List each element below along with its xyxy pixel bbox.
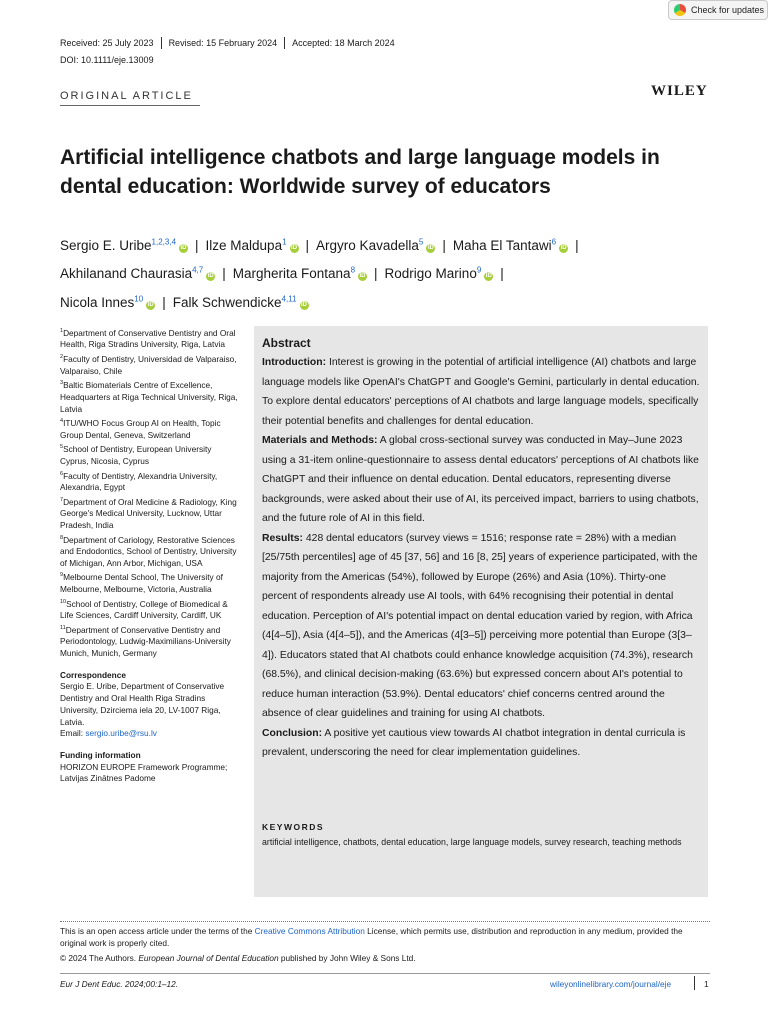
affiliation-item — [60, 570, 240, 595]
article-title: Artificial intelligence chatbots and large language models in dental education: Worldwide survey of educators — [60, 146, 660, 198]
affiliation-text: Baltic Biomaterials Centre of Excellence, Headquarters at Riga Technical University, Riga, Latvia — [60, 380, 238, 414]
orcid-icon[interactable]: iD — [291, 244, 298, 251]
abstract-section-text: A positive yet cautious view towards AI chatbot integration in dental curricula is prevalent, underscoring the need for clear implementation guidelines. — [262, 727, 686, 758]
abstract-heading: Abstract — [262, 336, 311, 350]
keywords-list: artificial intelligence, chatbots, dental education, large language models, survey research, teaching methods — [262, 837, 682, 847]
orcid-icon[interactable]: iD — [485, 273, 492, 279]
abstract-sections — [262, 353, 700, 763]
funding-heading: Funding information — [60, 749, 141, 760]
abstract-body — [262, 333, 700, 763]
received-date: Received: 25 July 2023 — [60, 38, 154, 48]
publication-dates — [60, 37, 402, 49]
affiliation-item — [60, 416, 240, 441]
author-name: Maha El Tantawi — [452, 237, 552, 253]
affiliation-number: 9 — [60, 572, 64, 579]
author-name: Rodrigo Marino — [384, 266, 477, 281]
copyright-prefix: © 2024 The Authors. — [60, 953, 139, 963]
affiliation-text: Faculty of Dentistry, Universidad de Valparaiso, Valparaiso, Chile — [60, 353, 237, 376]
author-list — [60, 229, 730, 315]
affiliation-text: School of Dentistry, College of Biomedical & Life Sciences, Cardiff University, Cardiff, UK — [60, 598, 228, 621]
author-separator: | — [374, 266, 378, 281]
affiliation-item — [60, 533, 240, 570]
footer-divider — [60, 921, 710, 922]
creative-commons-link[interactable]: Creative Commons Attribution — [254, 926, 365, 936]
affiliation-number: 8 — [60, 534, 64, 541]
publisher-logo: WILEY — [651, 83, 708, 99]
author-name: Sergio E. Uribe — [60, 237, 152, 253]
author[interactable] — [233, 266, 367, 281]
oa-suffix: License, which permits use, distribution and reproduction in any medium, provided the original work is properly cited. — [60, 926, 683, 948]
author-affiliation-number[interactable]: 6 — [551, 237, 557, 246]
author-separator: | — [162, 294, 166, 310]
citation: Eur J Dent Educ. 2024;00:1–12. — [60, 979, 179, 989]
affiliation-item — [60, 352, 240, 377]
affiliation-number: 11 — [60, 624, 66, 631]
abstract-section — [262, 353, 700, 431]
affiliation-text: Department of Oral Medicine & Radiology, King George's Medical University, Lucknow, Uttar Pradesh, India — [60, 496, 237, 530]
copyright-suffix: published by John Wiley & Sons Ltd. — [278, 953, 416, 963]
author-separator: | — [305, 237, 310, 253]
affiliation-number: 1 — [60, 328, 64, 334]
author-separator: | — [222, 266, 226, 281]
author-name: Falk Schwendicke — [172, 294, 282, 310]
oa-prefix: This is an open access article under the terms of the — [60, 926, 255, 936]
author-separator: | — [575, 237, 579, 253]
affiliation-number: 2 — [60, 354, 64, 361]
affiliation-item — [60, 326, 240, 351]
revised-date: Revised: 15 February 2024 — [161, 37, 285, 49]
author[interactable] — [316, 238, 435, 253]
abstract-section-label: Introduction: — [262, 357, 327, 368]
affiliation-item — [60, 378, 240, 415]
author[interactable] — [173, 295, 309, 310]
author-separator: | — [442, 237, 446, 253]
keywords-heading: KEYWORDS — [262, 822, 325, 832]
author[interactable] — [453, 238, 568, 253]
check-for-updates-label: Check for updates — [691, 5, 765, 15]
open-access-note — [60, 926, 710, 949]
accepted-date: Accepted: 18 March 2024 — [284, 37, 402, 49]
correspondence-email — [60, 728, 240, 740]
orcid-icon[interactable]: iD — [560, 244, 567, 251]
author-separator: | — [195, 237, 199, 253]
affiliation-item — [60, 469, 240, 494]
affiliation-number: 10 — [60, 598, 67, 605]
abstract-section — [262, 431, 700, 529]
abstract-section-text: A global cross-sectional survey was conducted in May–June 2023 using a 31-item online-questionnaire to assess dental educators' perceptions of AI chatbots like ChatGPT and their influence on dental education. Dental educators, representing diverse backgrounds, were asked about their use of AI, its perceived impact, barriers to using chatbots, and the future role of AI in this field. — [262, 435, 699, 524]
abstract-section — [262, 529, 700, 724]
email-link[interactable]: sergio.uribe@rsu.lv — [85, 728, 157, 739]
affiliation-text: ITU/WHO Focus Group AI on Health, Topic Group Dental, Geneva, Switzerland — [60, 417, 221, 440]
author-affiliation-number[interactable]: 1,2,3,4 — [151, 237, 177, 246]
orcid-icon[interactable]: iD — [180, 244, 187, 251]
author[interactable] — [385, 266, 494, 281]
author-separator: | — [500, 266, 504, 281]
affiliation-text: Melbourne Dental School, The University of Melbourne, Melbourne, Victoria, Australia — [60, 572, 223, 594]
abstract-box — [254, 326, 708, 897]
doi[interactable]: DOI: 10.1111/eje.13009 — [60, 55, 154, 65]
affiliation-text: School of Dentistry, European University Cyprus, Nicosia, Cyprus — [60, 444, 212, 466]
author-affiliation-number[interactable]: 4,11 — [281, 294, 297, 303]
orcid-icon[interactable]: iD — [207, 273, 214, 279]
abstract-section-text: Interest is growing in the potential of artificial intelligence (AI) chatbots and large language models like OpenAI's ChatGPT and Google's Gemini, particularly in dental education. To explore dental educators' perceptions of AI chatbots and large language models, specifically their potential benefits and challenges for dental education. — [262, 357, 700, 427]
author-name: Ilze Maldupa — [205, 237, 283, 253]
affiliation-text: Department of Conservative Dentistry and Periodontology, Ludwig-Maximilians-University Munich, Munich, Germany — [60, 624, 231, 658]
affiliation-number: 5 — [60, 444, 64, 451]
orcid-icon[interactable]: iD — [359, 273, 366, 279]
affiliation-item — [60, 442, 240, 467]
orcid-icon[interactable]: iD — [427, 244, 434, 251]
affiliation-list — [60, 326, 240, 660]
affiliation-text: Department of Conservative Dentistry and Oral Health, Riga Stradins University, Riga, Latvia — [60, 327, 236, 350]
crossmark-icon — [674, 4, 686, 16]
page-number-divider — [694, 976, 695, 990]
author[interactable] — [60, 295, 155, 310]
author-name: Nicola Innes — [60, 294, 135, 310]
abstract-section-label: Materials and Methods: — [262, 435, 378, 446]
affiliation-number: 3 — [60, 380, 64, 387]
author-affiliation-number[interactable]: 1 — [282, 237, 287, 246]
article-type-underline — [60, 105, 200, 106]
orcid-icon[interactable]: iD — [147, 301, 154, 308]
author-affiliation-number[interactable]: 8 — [350, 265, 356, 275]
author-affiliation-number[interactable]: 4,7 — [192, 265, 204, 275]
affiliation-item — [60, 495, 240, 532]
affiliation-item — [60, 597, 240, 622]
correspondence-heading: Correspondence — [60, 669, 126, 680]
author-name: Akhilanand Chaurasia — [60, 266, 193, 281]
orcid-icon[interactable]: iD — [301, 301, 308, 308]
copyright-line — [60, 953, 710, 963]
affiliation-number: 7 — [60, 496, 64, 503]
author[interactable] — [60, 266, 215, 281]
affiliation-text: Faculty of Dentistry, Alexandria University, Alexandria, Egypt — [60, 470, 218, 493]
abstract-section-label: Results: — [262, 532, 303, 544]
author[interactable] — [60, 238, 188, 253]
page-number: 1 — [704, 979, 709, 989]
affiliations-column — [60, 326, 240, 785]
author-name: Margherita Fontana — [232, 266, 351, 281]
correspondence-text: Sergio E. Uribe, Department of Conservative Dentistry and Oral Health Riga Stradins University, Dzirciema iela 20, LV-1007 Riga, Latvia. — [60, 681, 225, 727]
author-affiliation-number[interactable]: 10 — [134, 294, 144, 303]
article-type: ORIGINAL ARTICLE — [60, 90, 193, 102]
footer-rule — [60, 973, 710, 974]
journal-name: European Journal of Dental Education — [138, 953, 279, 963]
abstract-section-text: 428 dental educators (survey views = 1516; response rate = 28%) with a median [25/75th percentiles] age of 45 [37, 56] and 16 [8, 25] years of experience participated, with the majority from the Americas (54%), followed by Europe (26%) and Asia (10%). Thirty-one percent of respondents already use AI tools, with 64% recognising their potential in dental education. Perception of AI's potential impact on dental education varied by region, with Africa (4[4–5]), Asia (4[4–5]), and the Americas (4[3–5]) perceiving more potential than Europe (3[3–4]). Educators stated that AI chatbots could enhance knowledge acquisition (74.3%), research (68.5%), and clinical decision-making (63.6%) but expressed concern about AI's potential to reduce human interaction (53.9%). Dental educators' chief concerns centred around the absence of clear guidelines and training for using AI chatbots. — [262, 532, 698, 719]
affiliation-number: 6 — [60, 470, 64, 477]
abstract-section — [262, 724, 700, 763]
affiliation-number: 4 — [60, 418, 64, 425]
check-for-updates-button[interactable] — [668, 0, 768, 20]
author-name: Argyro Kavadella — [316, 237, 419, 253]
author-affiliation-number[interactable]: 9 — [476, 265, 482, 275]
author[interactable] — [206, 238, 299, 253]
journal-website-link[interactable]: wileyonlinelibrary.com/journal/eje — [550, 979, 672, 989]
funding-text: HORIZON EUROPE Framework Programme; Latvijas Zinātnes Padome — [60, 761, 228, 784]
abstract-section-label: Conclusion: — [262, 727, 323, 739]
affiliation-text: Department of Cariology, Restorative Sciences and Endodontics, School of Dentistry, University of Michigan, Ann Arbor, Michigan, USA — [60, 534, 237, 568]
author-affiliation-number[interactable]: 5 — [418, 237, 424, 246]
affiliation-item — [60, 623, 240, 660]
email-label: Email: — [60, 728, 86, 739]
